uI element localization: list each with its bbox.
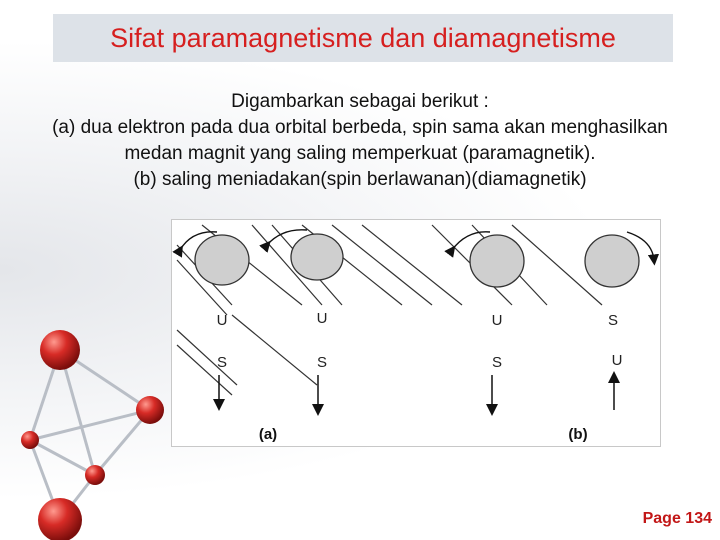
sphere <box>21 431 39 449</box>
description-line: (a) dua elektron pada dua orbital berbeda, spin sama akan menghasilkan <box>52 117 668 138</box>
description-line: (b) saling meniadakan(spin berlawanan)(diamagnetik) <box>133 169 587 190</box>
description <box>0 89 720 193</box>
title-banner <box>53 14 673 62</box>
page-title: Sifat paramagnetisme dan diamagnetisme <box>110 22 616 53</box>
sphere <box>136 396 164 424</box>
sphere <box>38 498 82 540</box>
spin-diagram <box>171 219 661 447</box>
molecule-decoration <box>0 300 180 540</box>
spin-diagram-svg <box>172 220 660 446</box>
pole-label: S <box>491 354 503 371</box>
label-b: (b) <box>568 426 588 443</box>
description-line: medan magnit yang saling memperkuat (paramagnetik). <box>124 143 596 164</box>
pole-label: U <box>611 352 623 369</box>
pole-label: U <box>316 310 328 327</box>
pole-label: U <box>491 312 503 329</box>
pole-label: S <box>316 354 328 371</box>
label-a: (a) <box>258 426 278 443</box>
sphere <box>85 465 105 485</box>
pole-label: S <box>607 312 619 329</box>
page-number: Page 134 <box>642 510 712 527</box>
sphere <box>40 330 80 370</box>
pole-label: S <box>216 354 228 371</box>
description-line: Digambarkan sebagai berikut : <box>231 91 489 112</box>
pole-label: U <box>216 312 228 329</box>
